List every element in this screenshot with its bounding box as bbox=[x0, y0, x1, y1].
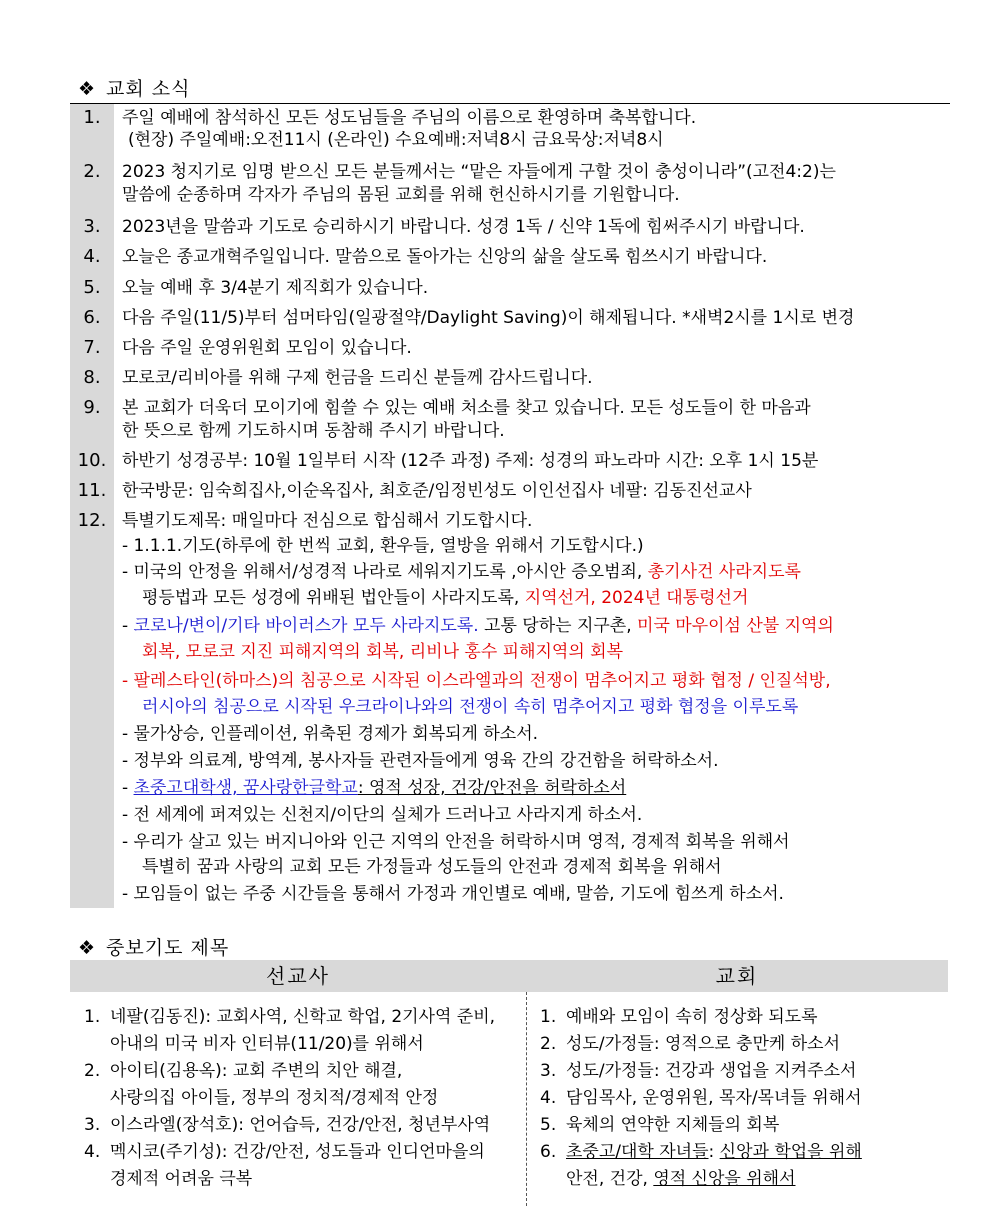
prayer-point-9-cont: 특별히 꿈과 사랑의 교회 모든 가정들과 성도들의 안전과 경제적 회복을 위해서 bbox=[142, 857, 722, 877]
news-text: 말씀에 순종하며 각자가 주님의 몸된 교회를 위해 헌신하시기를 기원합니다. bbox=[122, 185, 680, 205]
prayer-point-9: - 우리가 살고 있는 버지니아와 인근 지역의 안전을 허락하시며 영적, 경제적 회복을 위해서 bbox=[122, 832, 790, 852]
church-item-1: 1. 예배와 모임이 속히 정상화 되도록 bbox=[540, 1007, 818, 1027]
church-item-4: 4. 담임목사, 운영위원, 목자/목녀들 위해서 bbox=[540, 1088, 862, 1108]
church-item-6-cont: 안전, 건강, 영적 신앙을 위해서 bbox=[566, 1169, 796, 1189]
prayer-point-1: - 1.1.1.기도(하루에 한 번씩 교회, 환우들, 열방을 위해서 기도합시다.) bbox=[122, 536, 644, 556]
news-number: 10. bbox=[77, 450, 107, 471]
church-item-2: 2. 성도/가정들: 영적으로 충만케 하소서 bbox=[540, 1034, 840, 1054]
missionary-item-1-cont: 아내의 미국 비자 인터뷰(11/20)를 위해서 bbox=[110, 1034, 424, 1054]
prayer-point-4: - 팔레스타인(하마스)의 침공으로 시작된 이스라엘과의 전쟁이 멈추어지고 평화 협정 / 인질석방, bbox=[122, 671, 831, 691]
news-number: 5. bbox=[83, 277, 101, 298]
missionary-item-2-cont: 사랑의집 아이들, 정부의 정치적/경제적 안정 bbox=[110, 1088, 439, 1108]
prayer-title-text: 중보기도 제목 bbox=[106, 937, 230, 959]
news-text: 다음 주일(11/5)부터 섬머타임(일광절약/Daylight Saving)이 해제됩니다. *새벽2시를 1시로 변경 bbox=[122, 308, 855, 328]
diamond-bullet-icon: ❖ bbox=[78, 78, 97, 100]
prayer-point-10: - 모임들이 없는 주중 시간들을 통해서 가정과 개인별로 예배, 말씀, 기도에 힘쓰게 하소서. bbox=[122, 884, 784, 904]
prayer-point-4-cont: 러시아의 침공으로 시작된 우크라이나와의 전쟁이 속히 멈추어지고 평화 협정을 이루도록 bbox=[142, 697, 799, 717]
missionary-item-1: 1. 네팔(김동진): 교회사역, 신학교 학업, 2기사역 준비, bbox=[84, 1007, 496, 1027]
news-text: 2023년을 말씀과 기도로 승리하시기 바랍니다. 성경 1독 / 신약 1독에 힘써주시기 바랍니다. bbox=[122, 217, 805, 237]
news-text: 오늘은 종교개혁주일입니다. 말씀으로 돌아가는 신앙의 삶을 살도록 힘쓰시기 바랍니다. bbox=[122, 247, 768, 267]
news-text: 오늘 예배 후 3/4분기 제직회가 있습니다. bbox=[122, 278, 429, 298]
missionary-item-3: 3. 이스라엘(장석호): 언어습득, 건강/안전, 청년부사역 bbox=[84, 1115, 491, 1135]
news-text: 특별기도제목: 매일마다 전심으로 합심해서 기도합시다. bbox=[122, 511, 533, 531]
prayer-point-2: - 미국의 안정을 위해서/성경적 나라로 세워지기도록 ,아시안 증오범죄, 총기사건 사라지도록 bbox=[122, 562, 801, 582]
diamond-bullet-icon: ❖ bbox=[78, 937, 97, 959]
missionary-item-4: 4. 멕시코(주기성): 건강/안전, 성도들과 인디언마을의 bbox=[84, 1142, 485, 1162]
news-number: 6. bbox=[83, 307, 101, 328]
news-number: 7. bbox=[83, 337, 101, 358]
news-number: 2. bbox=[83, 161, 101, 182]
missionary-list bbox=[84, 1004, 524, 1193]
news-title-text: 교회 소식 bbox=[106, 78, 191, 100]
prayer-section-title bbox=[78, 933, 229, 960]
column-divider bbox=[526, 992, 527, 1206]
prayer-point-2-cont: 평등법과 모든 성경에 위배된 법안들이 사라지도록, 지역선거, 2024년 대통령선거 bbox=[142, 588, 749, 608]
church-list bbox=[540, 1004, 940, 1193]
news-text: (현장) 주일예배:오전11시 (온라인) 수요예배:저녁8시 금요묵상:저녁8시 bbox=[128, 130, 664, 150]
news-number: 1. bbox=[83, 107, 101, 128]
news-number: 12. bbox=[77, 510, 107, 531]
church-header: 교회 bbox=[526, 960, 948, 992]
news-number: 4. bbox=[83, 246, 101, 267]
prayer-point-3-cont: 회복, 모로코 지진 피해지역의 회복, 리비나 홍수 피해지역의 회복 bbox=[142, 642, 624, 662]
news-number: 8. bbox=[83, 367, 101, 388]
news-number: 3. bbox=[83, 216, 101, 237]
news-text: 본 교회가 더욱더 모이기에 힘쓸 수 있는 예배 처소를 찾고 있습니다. 모든 성도들이 한 마음과 bbox=[122, 398, 811, 418]
missionary-item-4-cont: 경제적 어려움 극복 bbox=[110, 1169, 253, 1189]
prayer-table bbox=[70, 960, 948, 1206]
church-item-6: 6. 초중고/대학 자녀들: 신앙과 학업을 위해 bbox=[540, 1142, 862, 1162]
church-item-5: 5. 육체의 연약한 지체들의 회복 bbox=[540, 1115, 780, 1135]
prayer-point-7: - 초중고대학생, 꿈사랑한글학교: 영적 성장, 건강/안전을 허락하소서 bbox=[122, 778, 627, 798]
missionary-header: 선교사 bbox=[70, 960, 526, 992]
news-number: 9. bbox=[83, 397, 101, 418]
news-text: 2023 청지기로 임명 받으신 모든 분들께서는 “맡은 자들에게 구할 것이 충성이니라”(고전4:2)는 bbox=[122, 162, 836, 182]
missionary-item-2: 2. 아이티(김용옥): 교회 주변의 치안 해결, bbox=[84, 1061, 403, 1081]
news-number: 11. bbox=[77, 480, 107, 501]
church-item-3: 3. 성도/가정들: 건강과 생업을 지켜주소서 bbox=[540, 1061, 857, 1081]
news-text: 모로코/리비아를 위해 구제 헌금을 드리신 분들께 감사드립니다. bbox=[122, 368, 593, 388]
news-text: 한 뜻으로 함께 기도하시며 동참해 주시기 바랍니다. bbox=[122, 421, 505, 441]
prayer-point-8: - 전 세계에 퍼져있는 신천지/이단의 실체가 드러나고 사라지게 하소서. bbox=[122, 805, 643, 825]
prayer-point-5: - 물가상승, 인플레이션, 위축된 경제가 회복되게 하소서. bbox=[122, 724, 539, 744]
news-text: 다음 주일 운영위원회 모임이 있습니다. bbox=[122, 338, 412, 358]
news-text: 하반기 성경공부: 10월 1일부터 시작 (12주 과정) 주제: 성경의 파노라마 시간: 오후 1시 15분 bbox=[122, 451, 819, 471]
news-text: 주일 예배에 참석하신 모든 성도님들을 주님의 이름으로 환영하며 축복합니다. bbox=[122, 108, 697, 128]
news-text: 한국방문: 임숙희집사,이순옥집사, 최호준/임정빈성도 이인선집사 네팔: 김동진선교사 bbox=[122, 481, 752, 501]
news-section-title bbox=[78, 74, 191, 101]
news-table bbox=[70, 104, 950, 908]
prayer-point-3: - 코로나/변이/기타 바이러스가 모두 사라지도록. 고통 당하는 지구촌, 미국 마우이섬 산불 지역의 bbox=[122, 616, 834, 636]
prayer-point-6: - 정부와 의료계, 방역계, 봉사자들 관련자들에게 영육 간의 강건함을 허락하소서. bbox=[122, 751, 719, 771]
